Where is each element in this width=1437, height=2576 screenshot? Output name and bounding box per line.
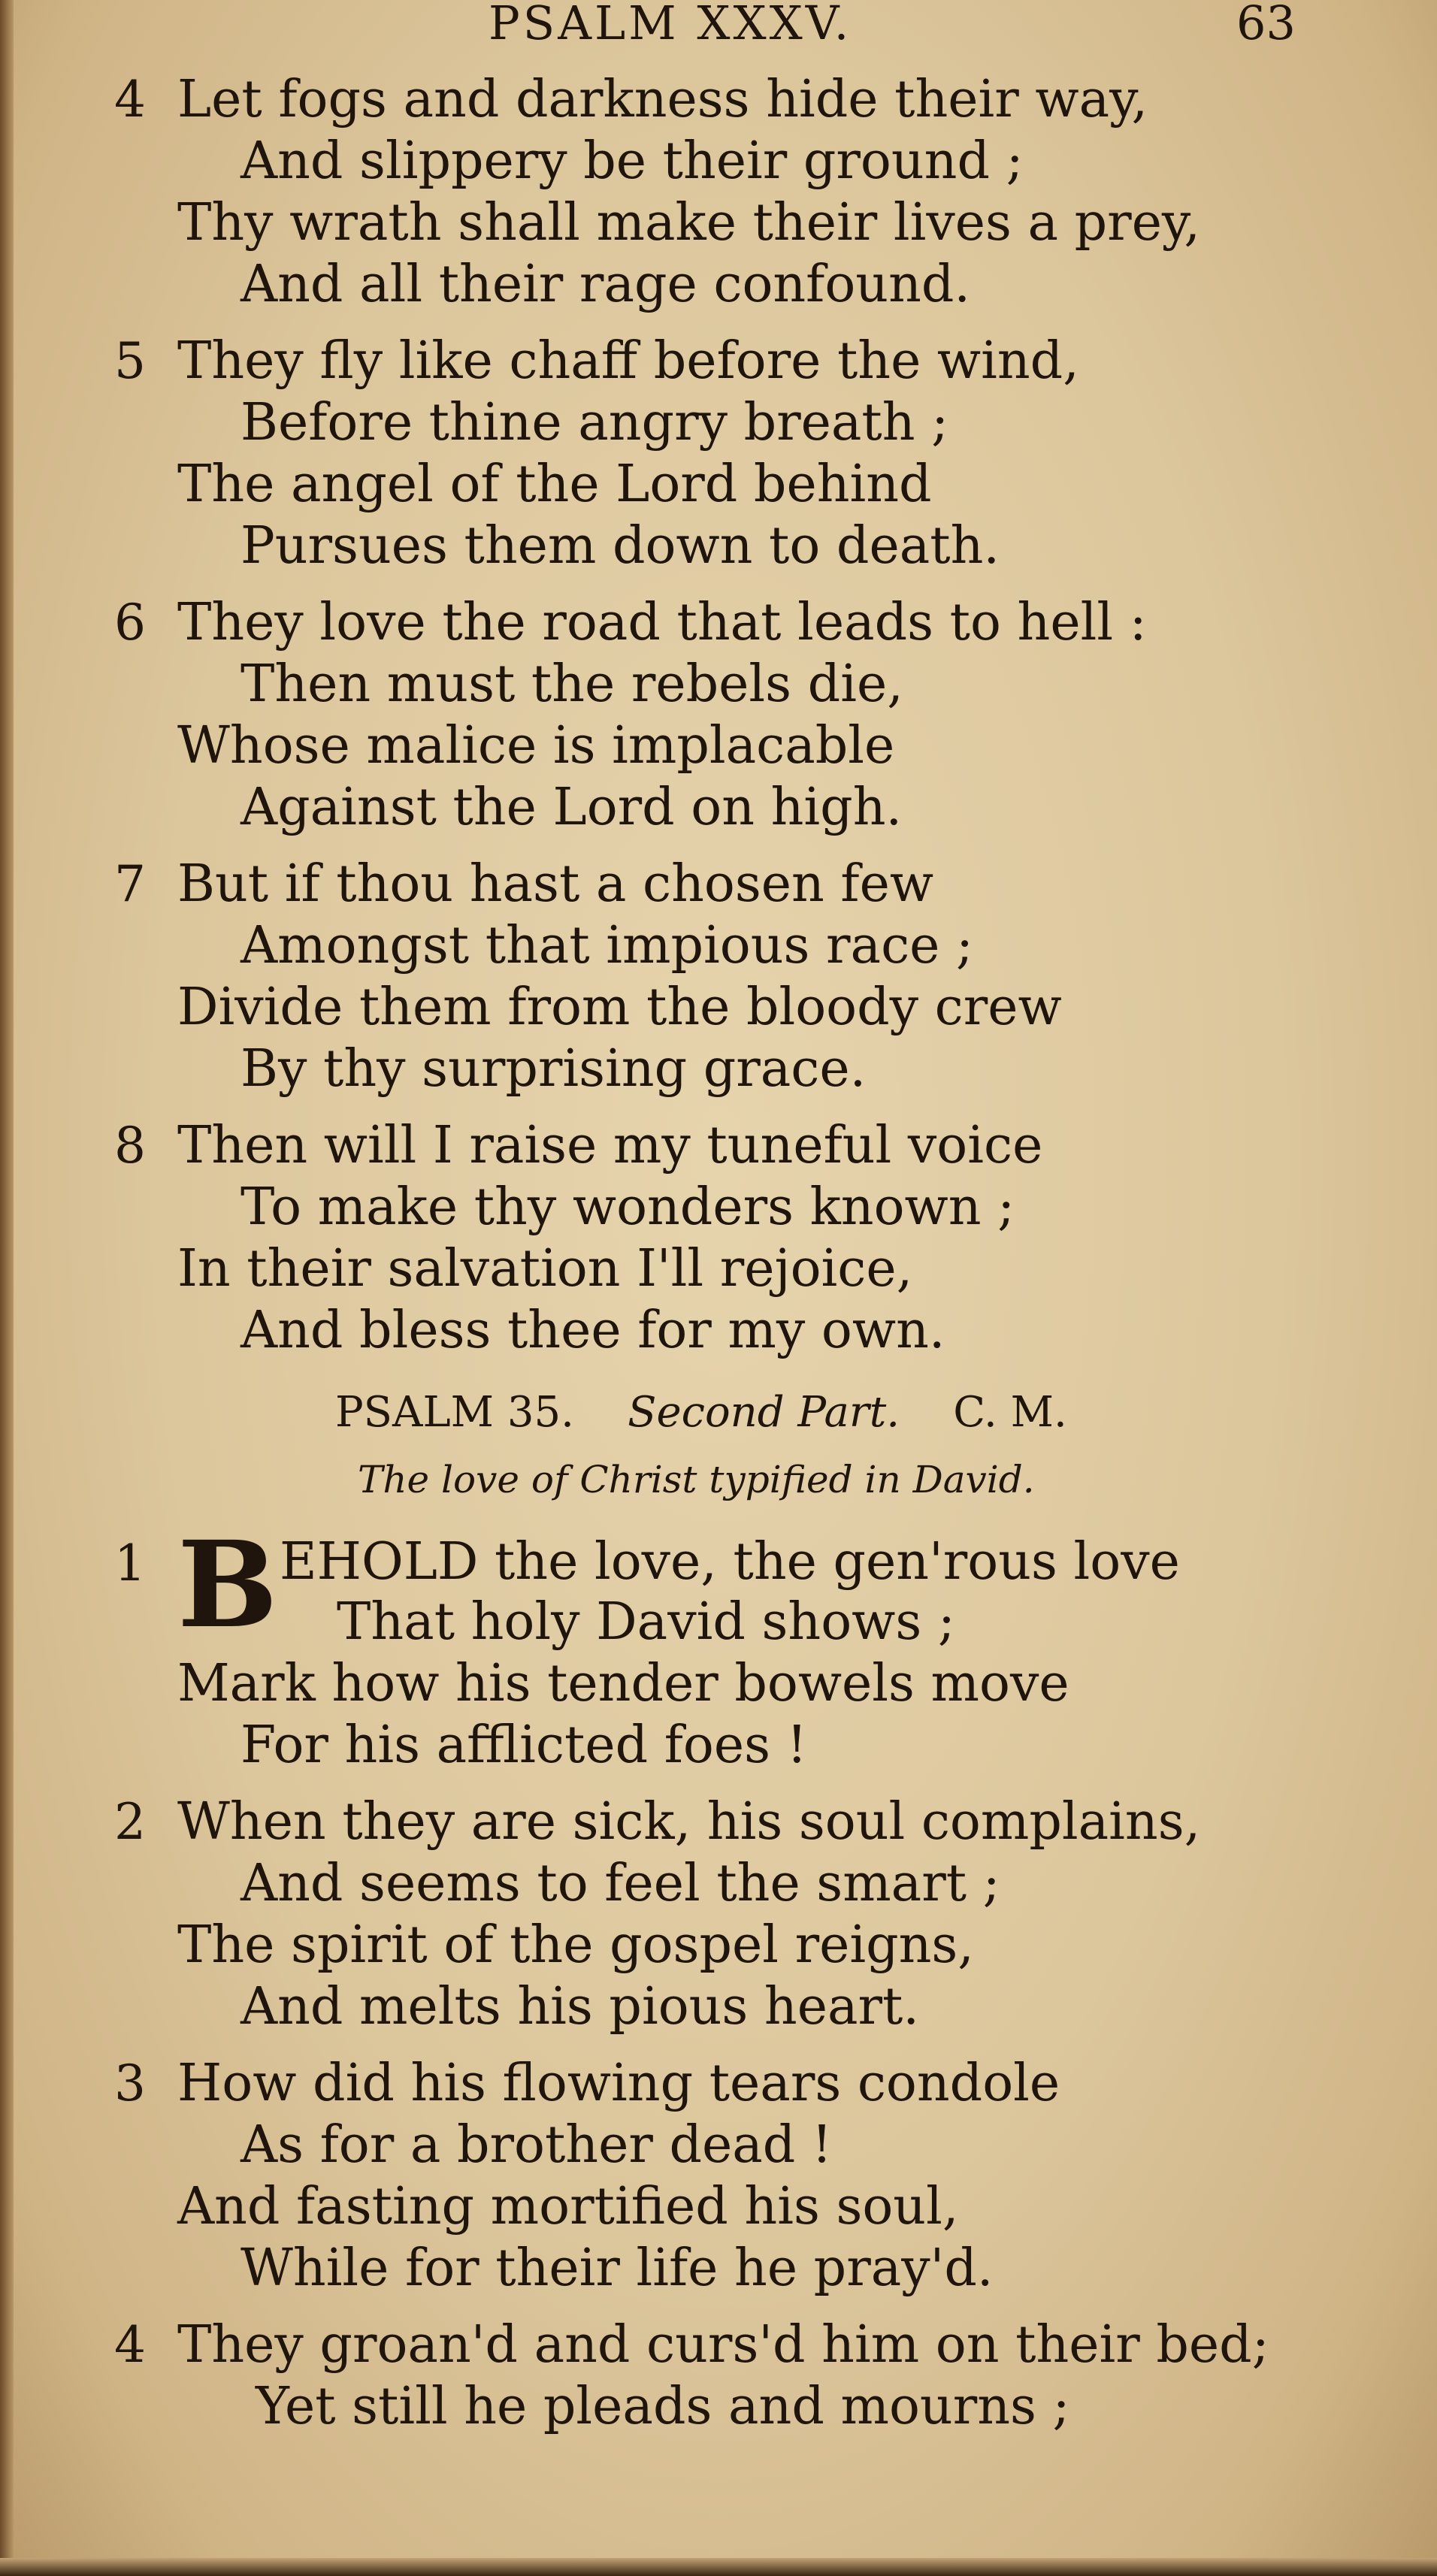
verse-number: 3	[114, 2054, 146, 2112]
verse-line: Divide them from the bloody crew	[177, 978, 1062, 1037]
verse-line: Amongst that impious race ;	[241, 916, 973, 975]
section-heading	[335, 1389, 1067, 1437]
verse-line: That holy David shows ;	[337, 1592, 955, 1652]
verse-number: 1	[114, 1534, 146, 1592]
verse-line: For his afflicted foes !	[241, 1716, 807, 1775]
verse-line: In their salvation I'll rejoice,	[177, 1239, 913, 1299]
page-edge-bottom	[0, 2558, 1437, 2576]
verse-line: Then will I raise my tuneful voice	[177, 1116, 1043, 1175]
verse-line: Thy wrath shall make their lives a prey,	[177, 193, 1200, 252]
verse-line: Mark how his tender bowels move	[177, 1654, 1069, 1713]
verse-number: 2	[114, 1793, 146, 1851]
verse-line: But if thou hast a chosen few	[177, 854, 934, 914]
verse-number: 4	[114, 71, 146, 128]
page-edge-left	[0, 0, 14, 2576]
verse-line: The spirit of the gospel reigns,	[177, 1915, 974, 1975]
verse-line: And fasting mortified his soul,	[177, 2177, 959, 2236]
verse-number: 8	[114, 1117, 146, 1175]
verse-line: EHOLD the love, the gen'rous love	[280, 1532, 1180, 1592]
verse-line: And all their rage confound.	[241, 255, 971, 314]
page-number: 63	[1236, 0, 1296, 50]
verse-line: To make thy wonders known ;	[241, 1178, 1015, 1237]
verse-line: They fly like chaff before the wind,	[177, 331, 1079, 391]
verse-line: Then must the rebels die,	[241, 655, 903, 714]
psalm-number: PSALM 35.	[335, 1388, 574, 1437]
verse-line: And bless thee for my own.	[241, 1301, 945, 1360]
verse-number: 4	[114, 2316, 146, 2374]
drop-cap: B	[177, 1516, 278, 1655]
verse-line: They groan'd and curs'd him on their bed;	[177, 2315, 1269, 2375]
verse-line: Against the Lord on high.	[241, 778, 903, 837]
verse-line: Whose malice is implacable	[177, 716, 895, 776]
verse-line: And melts his pious heart.	[241, 1977, 919, 2036]
verse-line: They love the road that leads to hell :	[177, 593, 1147, 652]
verse-line: How did his flowing tears condole	[177, 2054, 1060, 2113]
verse-number: 7	[114, 855, 146, 913]
verse-line: When they are sick, his soul complains,	[177, 1792, 1201, 1852]
part-label: Second Part.	[628, 1388, 900, 1437]
verse-line: Let fogs and darkness hide their way,	[177, 70, 1148, 129]
verse-number: 5	[114, 332, 146, 390]
verse-number: 6	[114, 594, 146, 652]
verse-line: Yet still he pleads and mourns ;	[256, 2377, 1070, 2436]
section-subtitle: The love of Christ typified in David.	[358, 1458, 1035, 1501]
verse-line: And seems to feel the smart ;	[241, 1854, 1000, 1913]
verse-line: Pursues them down to death.	[241, 516, 1000, 576]
verse-line: As for a brother dead !	[241, 2115, 833, 2175]
verse-line: While for their life he pray'd.	[241, 2239, 994, 2298]
verse-line: And slippery be their ground ;	[241, 132, 1024, 191]
running-title: PSALM XXXV.	[489, 0, 852, 50]
meter-label: C. M.	[953, 1388, 1067, 1437]
verse-line: By thy surprising grace.	[241, 1039, 867, 1099]
verse-line: The angel of the Lord behind	[177, 455, 932, 514]
verse-line: Before thine angry breath ;	[241, 393, 949, 452]
